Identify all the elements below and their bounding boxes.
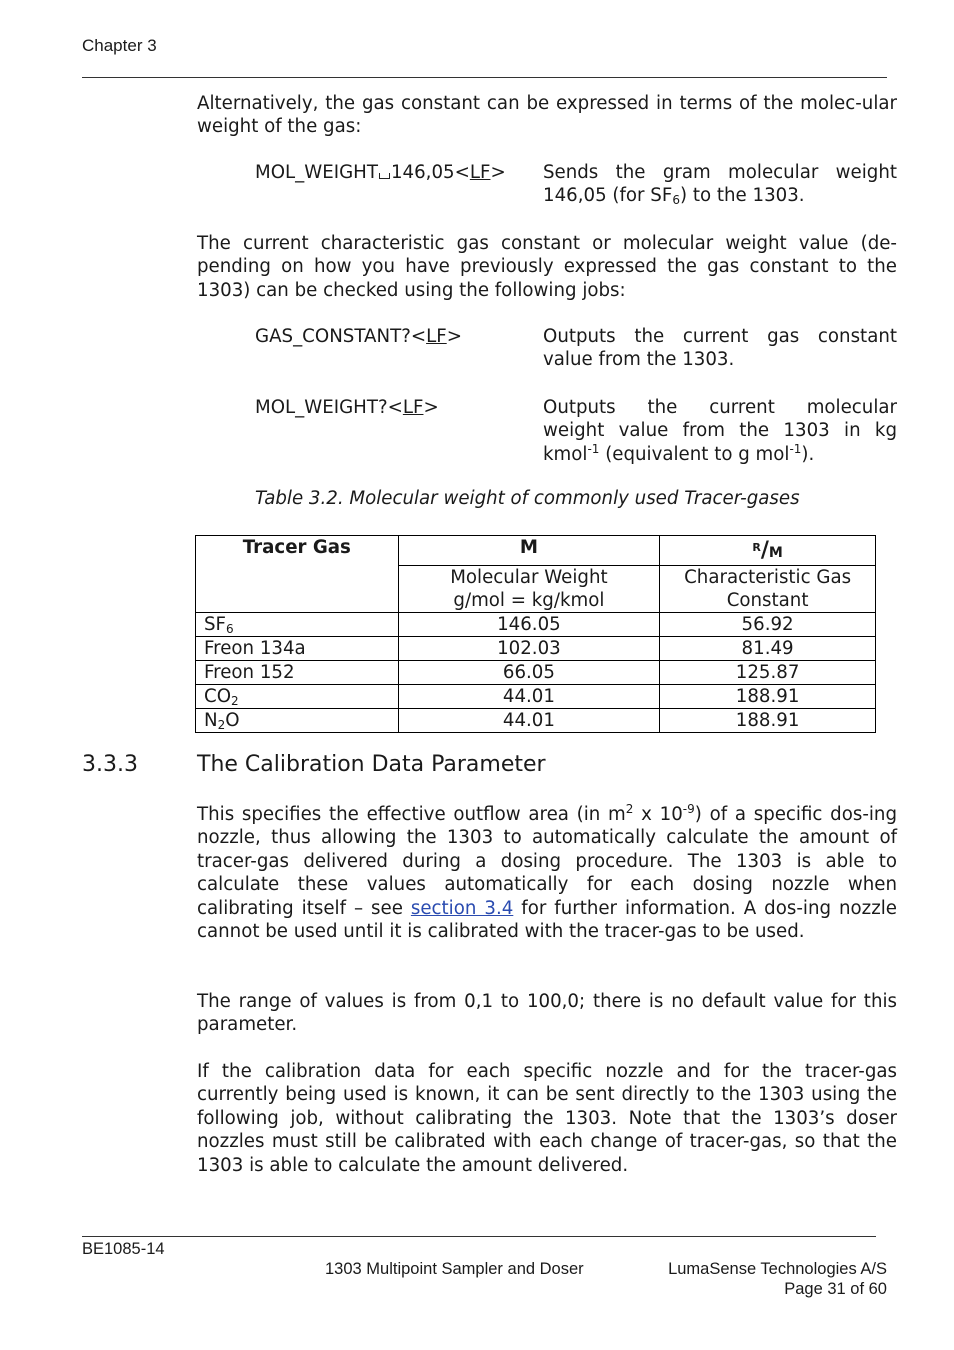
command-gas-constant-query-description: Outputs the current gas constant value from the 1303. xyxy=(543,326,897,371)
table-header-row xyxy=(196,536,876,566)
header-rule xyxy=(82,77,887,78)
section-paragraph-3: If the calibration data for each specific nozzle and for the tracer-gas currently being used is known, it can be sent directly to the 1303 using the following job, without calibrating the 1303. Note that the 1303’s doser nozzles must still be calibrated with each change of tracer-gas, so that the 1303 is able to calculate the amount delivered. xyxy=(197,1061,897,1176)
molecular-weight-cell: 146.05 xyxy=(398,613,660,637)
gas-constant-cell: 125.87 xyxy=(660,661,876,685)
gas-constant-cell: 56.92 xyxy=(660,613,876,637)
page-number: Page 31 of 60 xyxy=(784,1280,887,1298)
table-row xyxy=(196,685,876,709)
molecular-weight-cell: 44.01 xyxy=(398,709,660,733)
product-name: 1303 Multipoint Sampler and Doser xyxy=(325,1260,584,1278)
space-symbol-icon xyxy=(379,173,390,179)
document-id: BE1085-14 xyxy=(82,1240,165,1258)
gas-cell: $SF_6$ xyxy=(196,613,399,637)
table-row xyxy=(196,613,876,637)
gas-constant-cell: 188.91 xyxy=(660,709,876,733)
command-gas-constant-query: GAS_CONSTANT?<LF> xyxy=(255,326,462,347)
section-3-4-link[interactable]: section 3.4 xyxy=(410,897,514,919)
table-row xyxy=(196,637,876,661)
command-mol-weight-query-description: Outputs the current molecular weight value from the 1303 in kg kmol$^{-1}$ (equivalent to g mol$^{-1}$). xyxy=(543,397,897,465)
molecular-weight-cell: 66.05 xyxy=(398,661,660,685)
molecular-weight-cell: 44.01 xyxy=(398,685,660,709)
gas-constant-cell: 188.91 xyxy=(660,685,876,709)
header-m: M xyxy=(398,536,660,566)
command-mol-weight: MOL_WEIGHT 146,05<LF> xyxy=(255,162,506,183)
molecular-weight-cell: 102.03 xyxy=(398,637,660,661)
company-name: LumaSense Technologies A/S xyxy=(668,1260,887,1278)
table-row xyxy=(196,709,876,733)
section-title: The Calibration Data Parameter xyxy=(197,752,546,777)
intro-paragraph: Alternatively, the gas constant can be expressed in terms of the molec-ular weight of the gas: xyxy=(197,93,897,138)
current-value-paragraph: The current characteristic gas constant or molecular weight value (de-pending on how you have previously expressed the gas constant to the 1303) can be checked using the following jobs: xyxy=(197,233,897,301)
gas-cell: $CO_2$ xyxy=(196,685,399,709)
table-caption: Table 3.2. Molecular weight of commonly used Tracer-gases xyxy=(255,488,800,509)
section-number: 3.3.3 xyxy=(82,752,138,777)
tracer-gas-table xyxy=(195,535,876,733)
subheader-characteristic-gas-constant: Characteristic Gas Constant xyxy=(660,566,876,613)
header-r-over-m: $^R$/M xyxy=(660,536,876,566)
gas-cell: Freon 134a xyxy=(196,637,399,661)
command-mol-weight-query: MOL_WEIGHT?<LF> xyxy=(255,397,439,418)
gas-cell: Freon 152 xyxy=(196,661,399,685)
footer-rule xyxy=(82,1236,876,1237)
header-tracer-gas: Tracer Gas xyxy=(196,536,399,613)
subheader-molecular-weight: Molecular Weight g/mol = kg/kmol xyxy=(398,566,660,613)
gas-constant-cell: 81.49 xyxy=(660,637,876,661)
command-mol-weight-description: Sends the gram molecular weight 146,05 (for $SF_6$) to the 1303. xyxy=(543,162,897,208)
section-paragraph-1: This specifies the effective outflow area (in $m^2$ x $10^{-9}$) of a specific dos-ing nozzle, thus allowing the 1303 to automatically calculate the amount of tracer-gas delivered during a dosing procedure. The 1303 is able to calculate these values automatically for each dosing nozzle when calibrating itself – see section 3.4 for further information. A dos-ing nozzle cannot be used until it is calibrated with the tracer-gas to be used. xyxy=(197,802,898,943)
chapter-header: Chapter 3 xyxy=(82,36,157,55)
section-paragraph-2: The range of values is from 0,1 to 100,0; there is no default value for this parameter. xyxy=(197,991,897,1036)
table-row xyxy=(196,661,876,685)
gas-cell: $N_2O$ xyxy=(196,709,399,733)
